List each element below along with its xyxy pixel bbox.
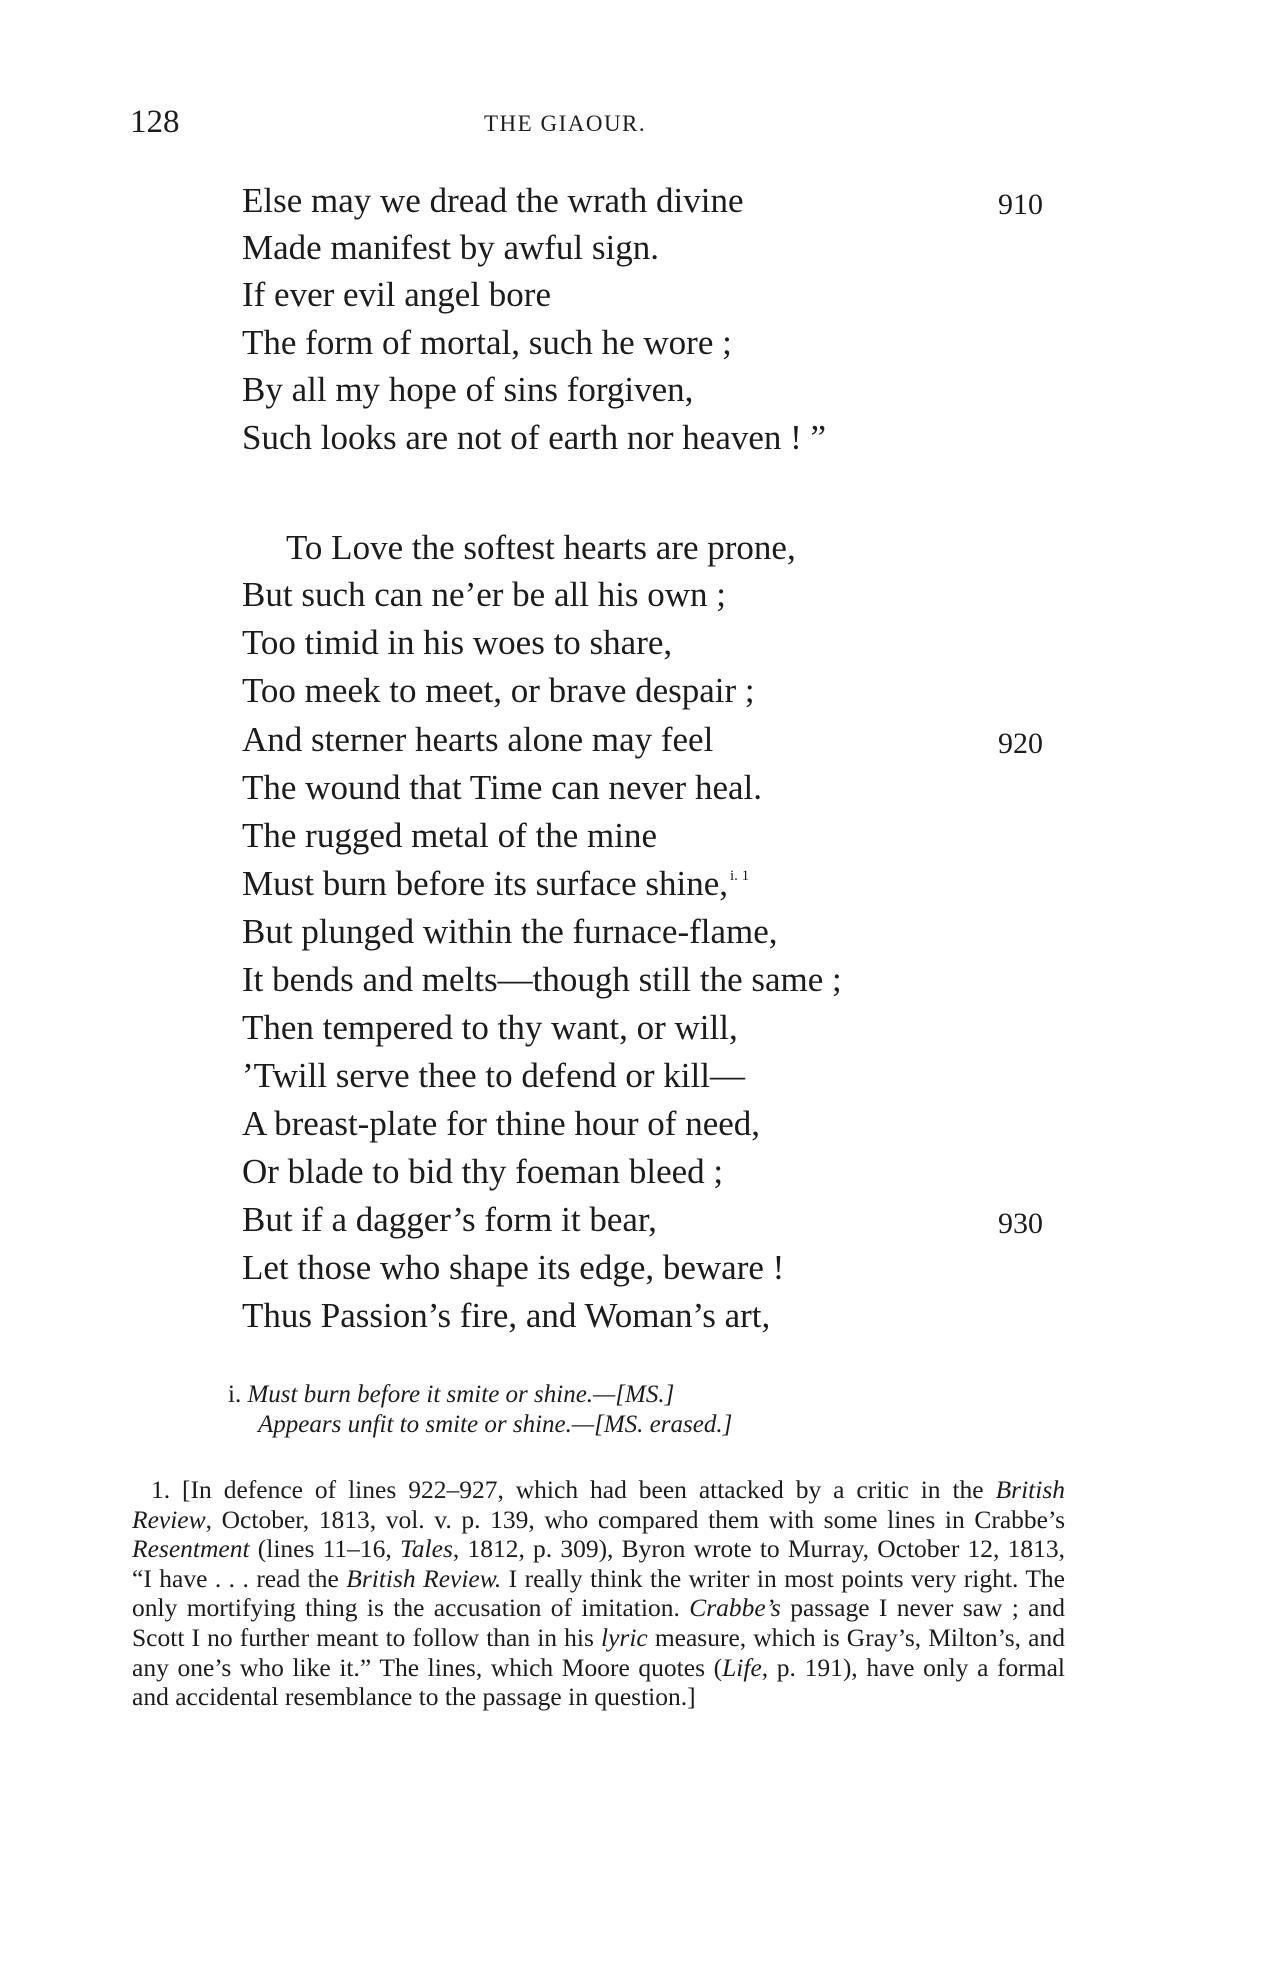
verse-line: Too meek to meet, or brave despair ; bbox=[242, 671, 755, 710]
verse-line: ’Twill serve thee to defend or kill— bbox=[242, 1056, 745, 1095]
verse-line: The rugged metal of the mine bbox=[242, 816, 657, 855]
variant-text: Appears unfit to smite or shine. bbox=[258, 1411, 572, 1438]
footnote-italic: Crabbe’s bbox=[689, 1593, 781, 1623]
footnote-run: , October, 1813, vol. v. p. 139, who compared them with some lines in Crabbe’s bbox=[205, 1504, 1065, 1534]
verse-line: By all my hope of sins forgiven, bbox=[242, 370, 694, 409]
verse-line: Or blade to bid thy foeman bleed ; bbox=[242, 1152, 724, 1191]
verse-line: Thus Passion’s fire, and Woman’s art, bbox=[242, 1296, 771, 1335]
footnote-italic: British Review bbox=[132, 1475, 1065, 1534]
footnote-run: [In defence of lines 922–927, which had been attacked by a critic in the bbox=[170, 1475, 996, 1504]
verse-line: But plunged within the furnace-flame, bbox=[242, 912, 778, 951]
footnote-italic: Tales bbox=[399, 1534, 453, 1564]
footnote-run: (lines 11–16, bbox=[249, 1534, 400, 1564]
verse-line: But if a dagger’s form it bear, bbox=[242, 1200, 657, 1239]
footnote-run: , 1812, p. 309), Byron wrote to Murray, October 12, 1813, “I have . . . read the bbox=[132, 1534, 1065, 1593]
verse-line: It bends and melts—though still the same ; bbox=[242, 960, 842, 999]
verse-line: To Love the softest hearts are prone, bbox=[286, 528, 796, 567]
line-number: 930 bbox=[998, 1207, 1043, 1240]
verse-line: Let those who shape its edge, beware ! bbox=[242, 1248, 785, 1287]
verse-line: The form of mortal, such he wore ; bbox=[242, 323, 732, 362]
footnote-run: measure, which is Gray’s, Milton’s, and any one’s who like it.” The lines, which Moore quotes ( bbox=[132, 1622, 1065, 1682]
variant-reading-1 bbox=[228, 1381, 674, 1409]
footnote-marker: i. 1 bbox=[729, 868, 750, 884]
line-number: 920 bbox=[998, 727, 1043, 760]
verse-line: Such looks are not of earth nor heaven ! ” bbox=[242, 418, 827, 457]
line-number: 910 bbox=[998, 188, 1043, 221]
footnote-italic: Life bbox=[722, 1652, 762, 1682]
footnote-italic: lyric bbox=[601, 1622, 648, 1652]
verse-line: And sterner hearts alone may feel bbox=[242, 720, 714, 759]
footnote-run: , p. 191), have only a formal and accidental resemblance to the passage in question.] bbox=[132, 1652, 1065, 1712]
verse-line: Then tempered to thy want, or will, bbox=[242, 1008, 738, 1047]
variant-label: i. bbox=[228, 1381, 242, 1408]
running-title: THE GIAOUR. bbox=[484, 111, 647, 136]
footnote-run: I really think the writer in most points very right. The only mortifying thing is the accusation of imitation. bbox=[132, 1563, 1065, 1623]
footnote-label: 1. bbox=[151, 1475, 171, 1504]
verse-line: If ever evil angel bore bbox=[242, 275, 552, 314]
verse-line: Made manifest by awful sign. bbox=[242, 228, 659, 267]
verse-line-text: Must burn before its surface shine, bbox=[242, 864, 728, 903]
footnote bbox=[132, 1475, 1065, 1712]
footnote-italic: British Review. bbox=[346, 1563, 502, 1593]
verse-line: Too timid in his woes to share, bbox=[242, 623, 673, 662]
variant-text: Must burn before it smite or shine. bbox=[247, 1381, 594, 1408]
footnote-italic: Resentment bbox=[132, 1534, 250, 1564]
footnote-run: passage I never saw ; and Scott I no further meant to follow than in his bbox=[132, 1593, 1066, 1652]
verse-line: But such can ne’er be all his own ; bbox=[242, 575, 727, 614]
verse-line bbox=[242, 866, 749, 901]
page-number: 128 bbox=[130, 104, 180, 140]
variant-reading-2 bbox=[258, 1411, 732, 1439]
variant-source: —[MS. erased.] bbox=[571, 1411, 733, 1438]
variant-source: —[MS.] bbox=[593, 1381, 675, 1408]
verse-line: The wound that Time can never heal. bbox=[242, 768, 763, 807]
footnote-text bbox=[132, 1475, 1065, 1712]
verse-line: Else may we dread the wrath divine bbox=[242, 181, 744, 220]
verse-line: A breast-plate for thine hour of need, bbox=[242, 1104, 761, 1143]
